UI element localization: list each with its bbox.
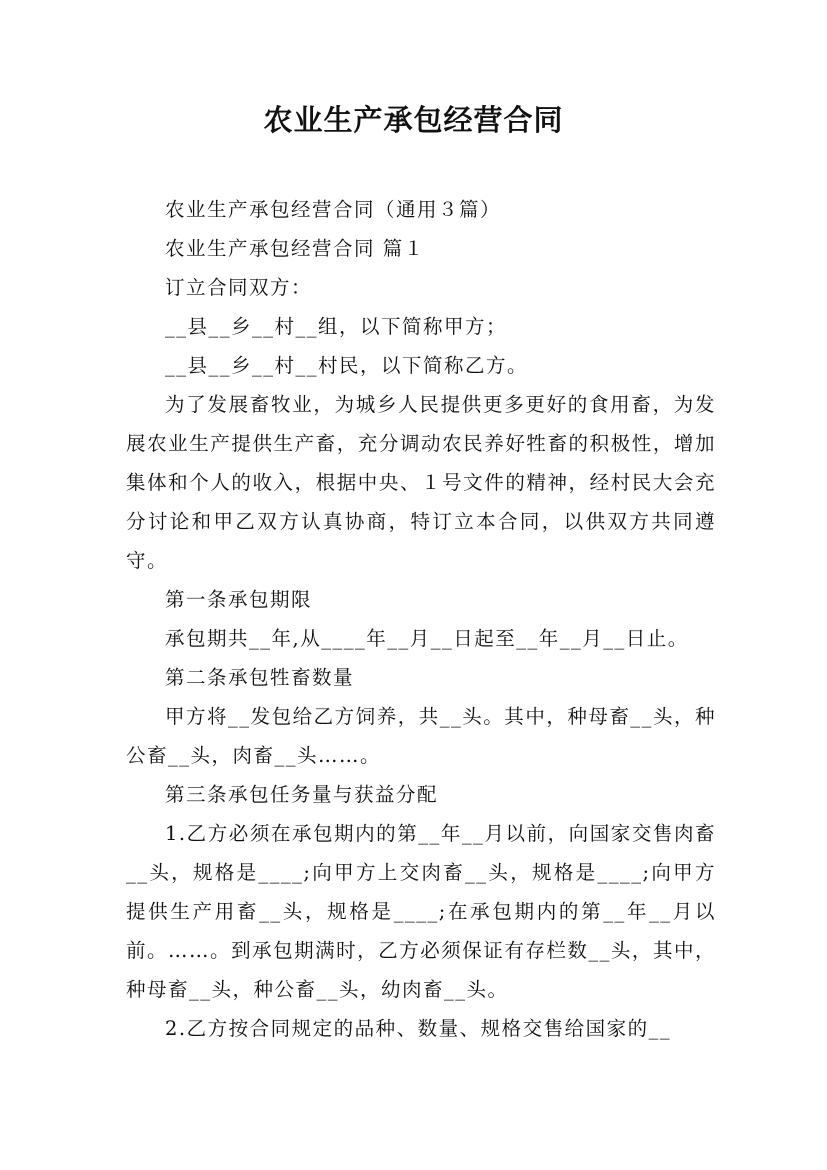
paragraph-party-b: __县__乡__村__村民，以下简称乙方。 [165,354,529,377]
paragraph-article-1-heading: 第一条承包期限 [165,588,313,611]
paragraph-article-3-item-2: 2.乙方按合同规定的品种、数量、规格交售给国家的__ [165,1017,672,1040]
document-body [126,190,716,1048]
paragraph-article-3-item-1: 1.乙方必须在承包期内的第__年__月以前，向国家交售肉畜__头，规格是____;向甲方上交肉畜__头，规格是____;向甲方提供生产用畜__头，规格是____;在承包期内的第__年__月以前。……。到承包期满时，乙方必须保证有存栏数__头，其中，种母畜__头，种公畜__头，幼肉畜__头。 [126,822,716,1001]
paragraph-article-1-body: 承包期共__年,从____年__月__日起至__年__月__日止。 [165,627,689,650]
paragraph-subtitle: 农业生产承包经营合同（通用３篇） [165,198,502,221]
paragraph-preamble: 为了发展畜牧业，为城乡人民提供更多更好的食用畜，为发展农业生产提供生产畜，充分调动农民养好牲畜的积极性，增加集体和个人的收入，根据中央、１号文件的精神，经村民大会充分讨论和甲乙双方认真协商，特订立本合同，以供双方共同遵守。 [126,393,716,572]
paragraph-article-2-body: 甲方将__发包给乙方饲养，共__头。其中，种母畜__头，种公畜__头，肉畜__头……。 [126,705,716,767]
paragraph-article-2-heading: 第二条承包牲畜数量 [165,666,355,689]
paragraph-article-3-heading: 第三条承包任务量与获益分配 [165,783,439,806]
paragraph-parties-heading: 订立合同双方： [165,276,313,299]
paragraph-part-heading: 农业生产承包经营合同 篇１ [165,237,425,260]
document-title: 农业生产承包经营合同 [263,103,564,137]
paragraph-party-a: __县__乡__村__组，以下简称甲方； [165,315,508,338]
